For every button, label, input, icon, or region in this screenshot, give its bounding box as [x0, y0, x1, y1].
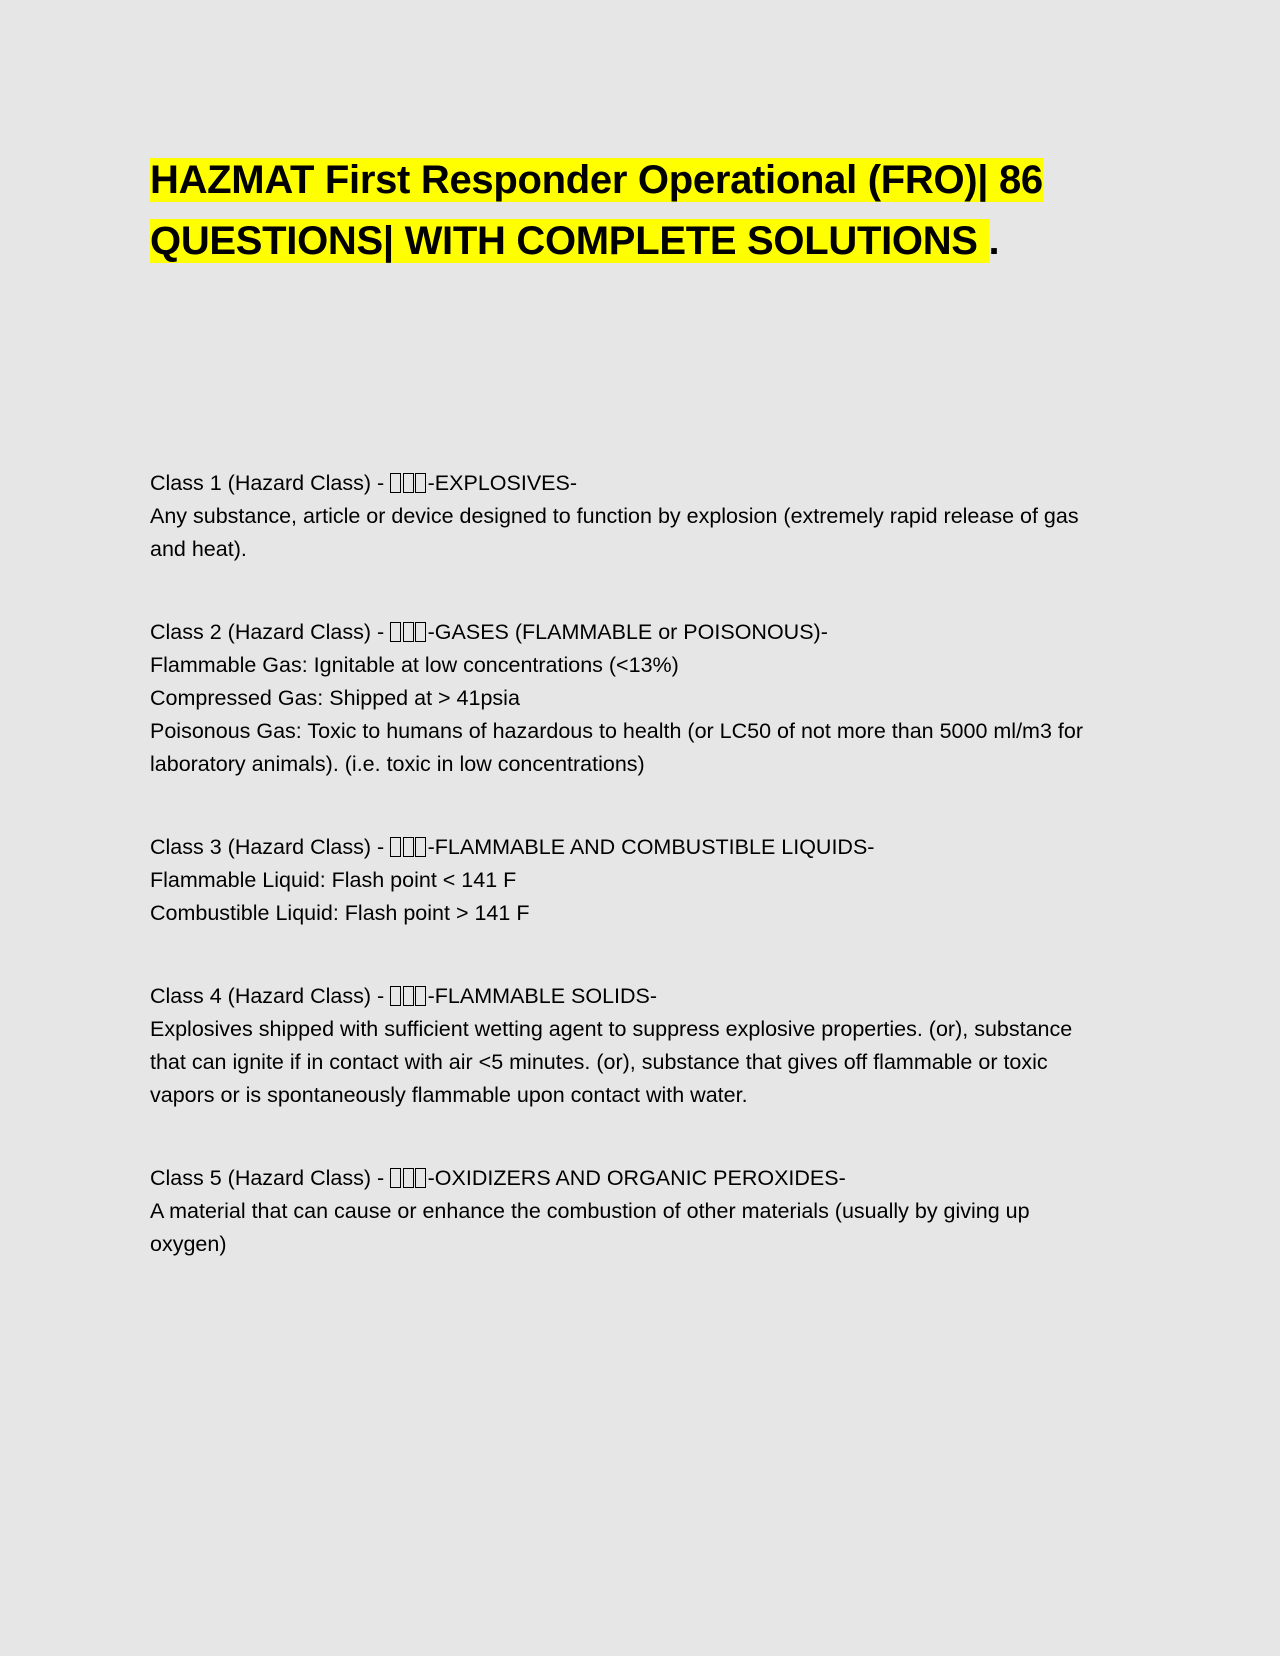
question-line	[150, 980, 1110, 1013]
answer-line: Explosives shipped with sufficient wetting agent to suppress explosive properties. (or), substance that can ignite if in contact with air <5 minutes. (or), substance that gives off flammable or toxic vapors or is spontaneously flammable upon contact with water.	[150, 1017, 1073, 1107]
missing-glyph-icon	[403, 837, 414, 857]
missing-glyph-icon	[390, 473, 401, 493]
question-suffix: -OXIDIZERS AND ORGANIC PEROXIDES-	[427, 1166, 846, 1190]
qa-section	[150, 1162, 1110, 1261]
question-suffix: -EXPLOSIVES-	[427, 471, 577, 495]
question-prefix: Class 3 (Hazard Class) -	[150, 835, 391, 859]
missing-glyph-icon	[403, 622, 414, 642]
missing-glyph-icon	[390, 986, 401, 1006]
title-line-2: QUESTIONS| WITH COMPLETE SOLUTIONS	[150, 219, 989, 263]
answer-line: Combustible Liquid: Flash point > 141 F	[150, 901, 530, 925]
missing-glyph-icon	[415, 986, 426, 1006]
title-line-1: HAZMAT First Responder Operational (FRO)| 86	[150, 158, 1043, 202]
answer-line: Poisonous Gas: Toxic to humans of hazardous to health (or LC50 of not more than 5000 ml/m3 for laboratory animals). (i.e. toxic in low concentrations)	[150, 719, 1083, 776]
question-line	[150, 831, 1110, 864]
question-prefix: Class 1 (Hazard Class) -	[150, 471, 391, 495]
qa-section	[150, 467, 1110, 566]
missing-glyph-icon	[415, 837, 426, 857]
missing-glyph-icon	[390, 1168, 401, 1188]
document-title	[150, 150, 1110, 272]
title-trailing-period: .	[988, 219, 1000, 263]
question-suffix: -FLAMMABLE AND COMBUSTIBLE LIQUIDS-	[427, 835, 875, 859]
missing-glyph-icon	[390, 622, 401, 642]
missing-glyph-icon	[403, 473, 414, 493]
question-prefix: Class 4 (Hazard Class) -	[150, 984, 391, 1008]
question-suffix: -GASES (FLAMMABLE or POISONOUS)-	[427, 620, 828, 644]
question-prefix: Class 2 (Hazard Class) -	[150, 620, 391, 644]
missing-glyph-icon	[390, 837, 401, 857]
answer-line: Compressed Gas: Shipped at > 41psia	[150, 686, 520, 710]
answer-line: Any substance, article or device designed to function by explosion (extremely rapid release of gas and heat).	[150, 504, 1079, 561]
qa-section	[150, 980, 1110, 1112]
question-line	[150, 616, 1110, 649]
document-body	[150, 467, 1110, 1261]
qa-section	[150, 831, 1110, 930]
answer-line: Flammable Liquid: Flash point < 141 F	[150, 868, 517, 892]
question-line	[150, 467, 1110, 500]
question-line	[150, 1162, 1110, 1195]
answer-line: A material that can cause or enhance the combustion of other materials (usually by giving up oxygen)	[150, 1199, 1030, 1256]
qa-section	[150, 616, 1110, 781]
missing-glyph-icon	[415, 1168, 426, 1188]
missing-glyph-icon	[403, 1168, 414, 1188]
missing-glyph-icon	[415, 622, 426, 642]
missing-glyph-icon	[403, 986, 414, 1006]
answer-line: Flammable Gas: Ignitable at low concentrations (<13%)	[150, 653, 679, 677]
missing-glyph-icon	[415, 473, 426, 493]
question-suffix: -FLAMMABLE SOLIDS-	[427, 984, 658, 1008]
question-prefix: Class 5 (Hazard Class) -	[150, 1166, 391, 1190]
